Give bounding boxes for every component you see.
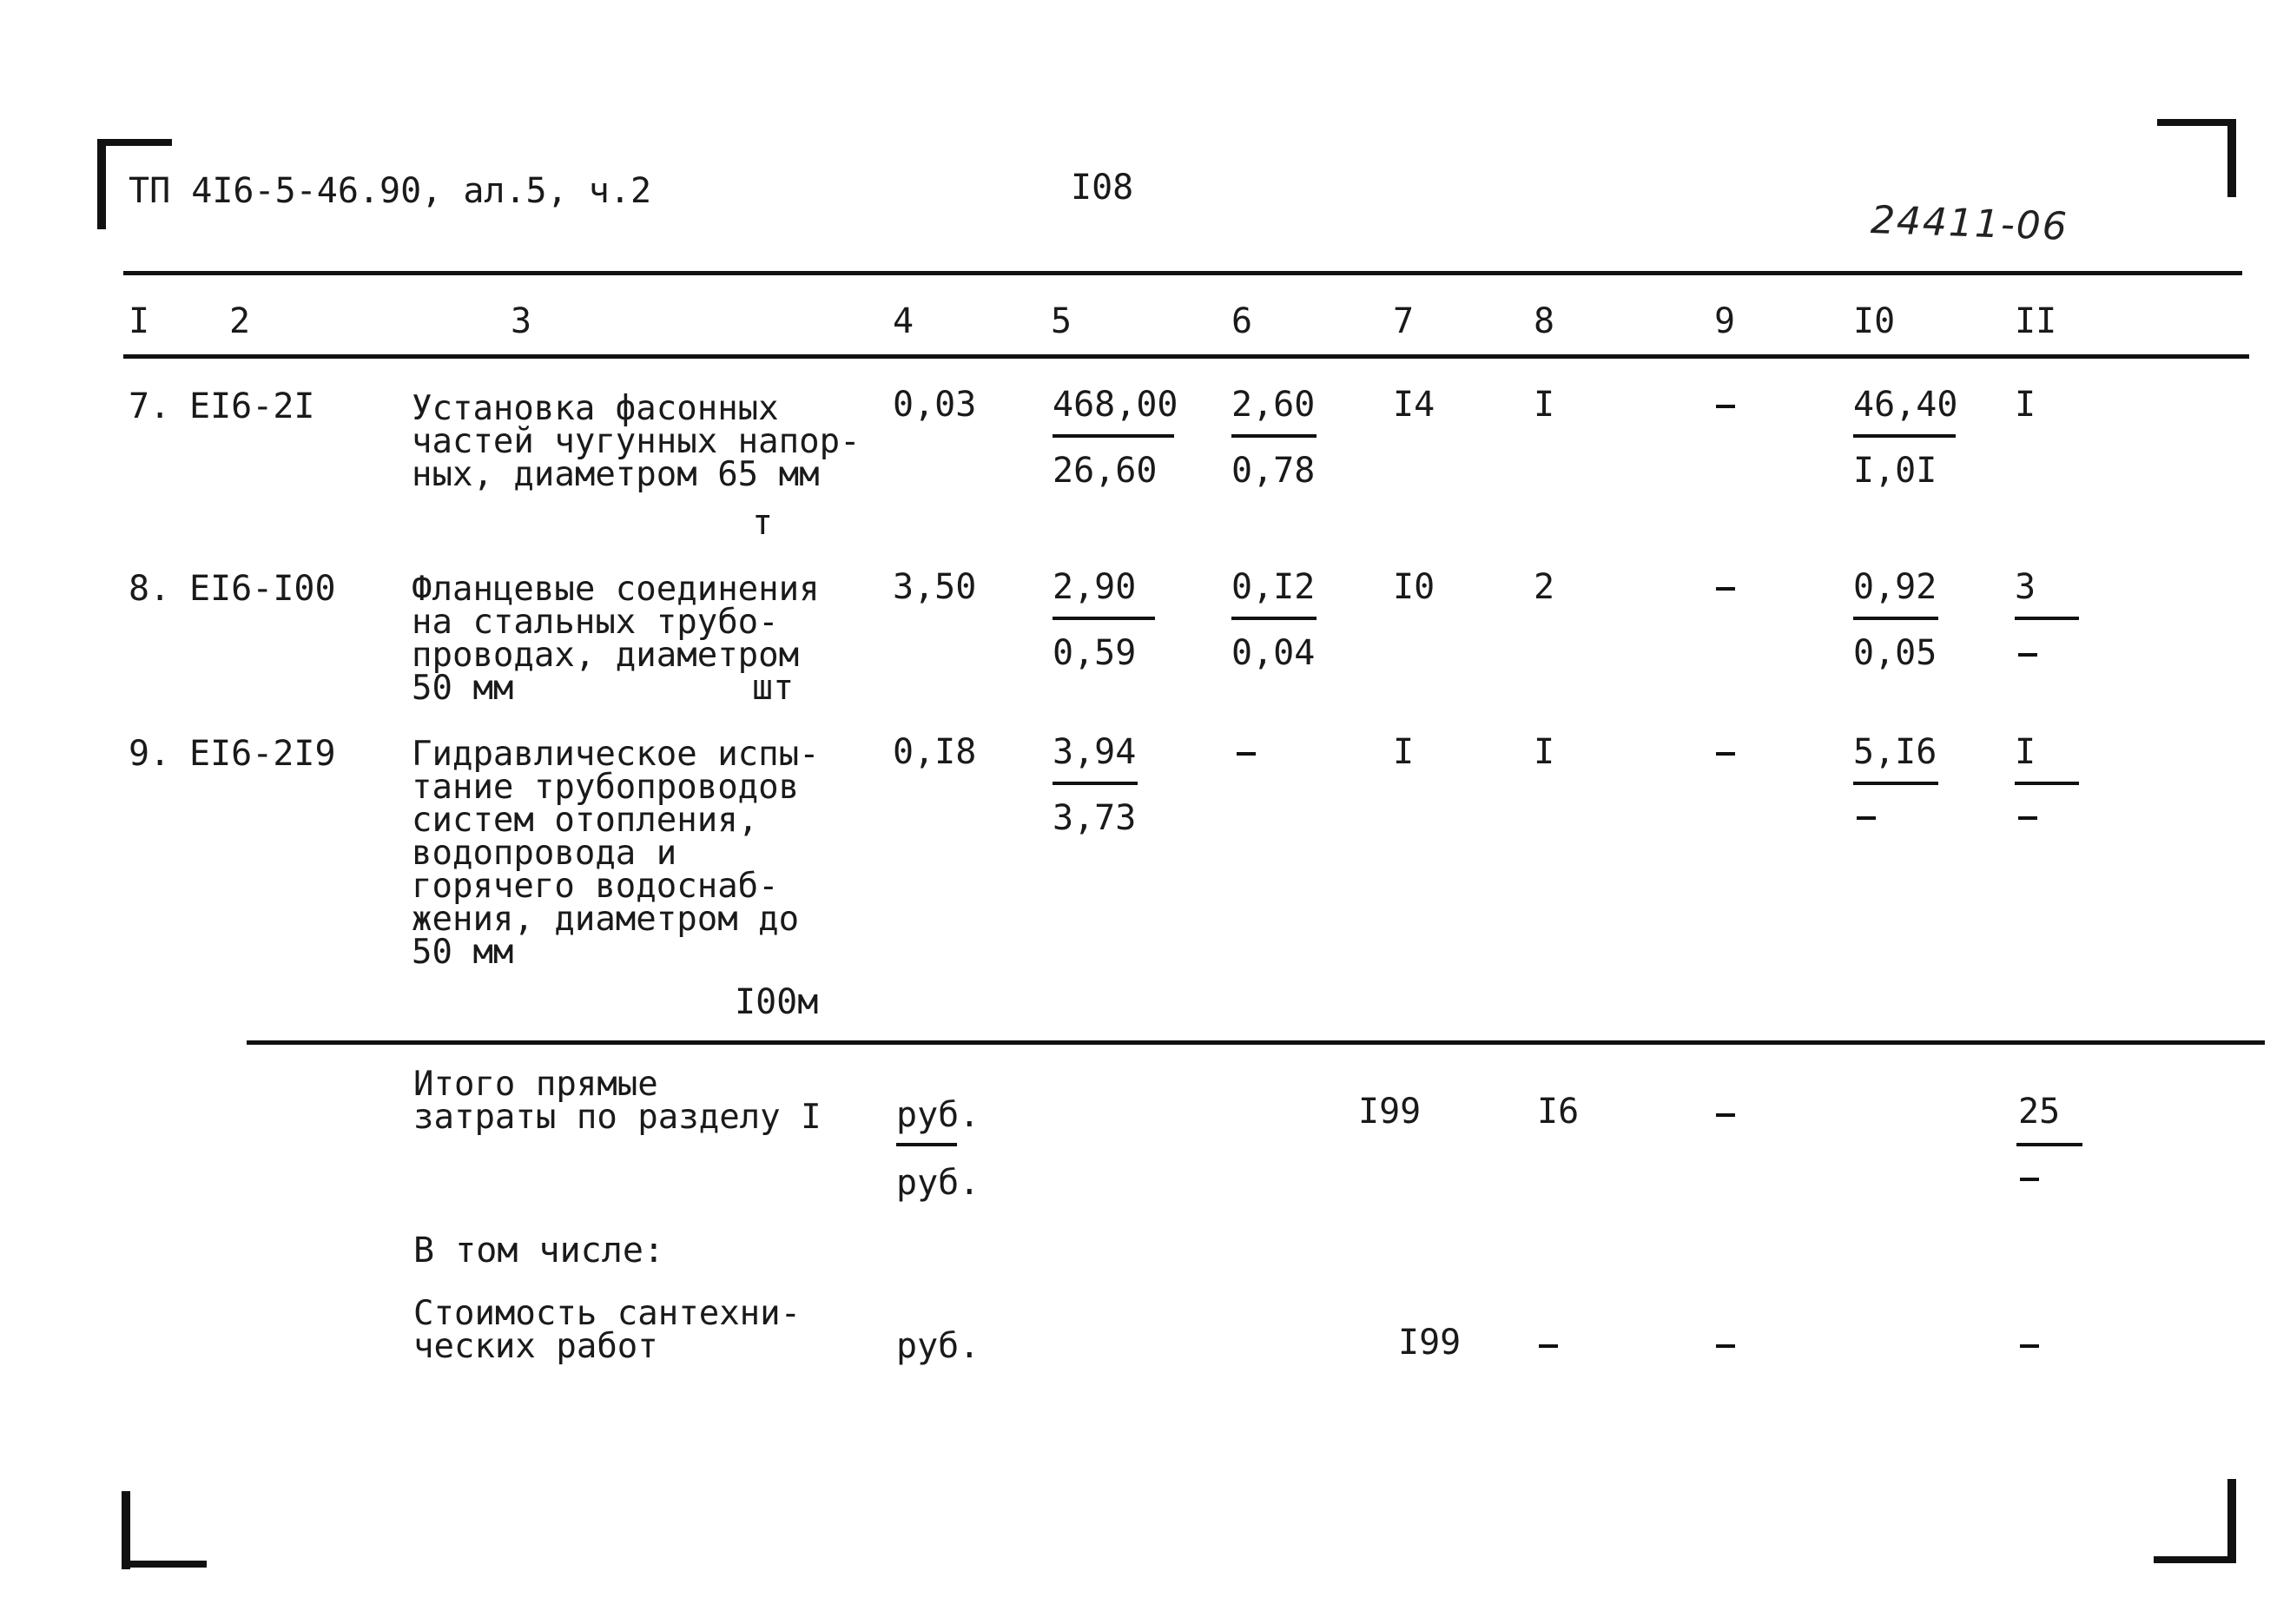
row-col8: I <box>1534 732 1555 772</box>
row-col6-dash <box>1237 752 1256 756</box>
sub-col8-dash <box>1539 1344 1558 1348</box>
corner-mark-top-left <box>97 139 106 229</box>
row-col7: I4 <box>1393 385 1435 425</box>
row-description: Установка фасонных частей чугунных напор- ных, диаметром 65 мм <box>412 389 861 494</box>
sub-col7: I99 <box>1398 1323 1462 1363</box>
column-header-rule <box>123 354 2249 359</box>
totals-col9-dash <box>1716 1113 1735 1117</box>
column-header-4: 4 <box>893 301 914 341</box>
column-header-9: 9 <box>1714 301 1736 341</box>
totals-col11-top: 25 <box>2018 1092 2061 1132</box>
fraction-line <box>1053 782 1138 785</box>
row-col5-top: 2,90 <box>1053 567 1137 607</box>
row-col4: 3,50 <box>893 567 977 607</box>
row-unit: шт <box>752 668 795 708</box>
totals-unit-bottom: руб. <box>896 1163 980 1203</box>
totals-rule <box>247 1040 2265 1045</box>
row-col11-top: 3 <box>2015 567 2036 607</box>
handwritten-number: 24411-06 <box>1870 198 2069 249</box>
fraction-line <box>1853 434 1956 438</box>
column-header-3: 3 <box>511 301 532 341</box>
row-col6-bottom: 0,78 <box>1231 451 1316 491</box>
fraction-line <box>2015 617 2079 620</box>
row-code: EI6-2I <box>189 386 315 426</box>
corner-mark-top-left-bar <box>97 139 172 146</box>
row-col10-bottom-dash <box>1857 816 1876 820</box>
sub-label: Стоимость сантехни- ческих работ <box>413 1294 802 1366</box>
row-col7: I0 <box>1393 567 1435 607</box>
row-col10-top: 5,I6 <box>1853 732 1937 772</box>
row-col11-top: I <box>2015 732 2036 772</box>
corner-mark-top-right <box>2227 119 2236 197</box>
column-header-1: I <box>129 301 150 341</box>
row-number: 8. <box>129 569 171 609</box>
fraction-line <box>2016 1143 2082 1146</box>
row-col5-bottom: 0,59 <box>1053 633 1137 673</box>
column-header-5: 5 <box>1051 301 1072 341</box>
totals-col11-bottom-dash <box>2020 1178 2039 1181</box>
fraction-line <box>1053 617 1155 620</box>
sub-col9-dash <box>1716 1344 1735 1348</box>
row-col6-top: 0,I2 <box>1231 567 1316 607</box>
row-description: Фланцевые соединения на стальных трубо- проводах, диаметром 50 мм <box>412 570 820 708</box>
column-header-2: 2 <box>229 301 251 341</box>
row-unit: т <box>752 503 774 543</box>
fraction-line <box>1231 617 1317 620</box>
column-header-8: 8 <box>1534 301 1555 341</box>
fraction-line <box>896 1143 957 1146</box>
fraction-line <box>1231 434 1317 438</box>
row-number: 9. <box>129 734 171 774</box>
row-col7: I <box>1393 732 1415 772</box>
corner-mark-top-right-bar <box>2157 119 2236 126</box>
row-col5-top: 468,00 <box>1053 385 1178 425</box>
row-col6-bottom: 0,04 <box>1231 633 1316 673</box>
fraction-line <box>1853 782 1938 785</box>
column-header-11: II <box>2015 301 2057 341</box>
row-col9-dash <box>1716 405 1735 408</box>
row-col8: I <box>1534 385 1555 425</box>
totals-col7: I99 <box>1358 1092 1422 1132</box>
column-header-10: I0 <box>1853 301 1896 341</box>
row-unit: I00м <box>735 982 819 1022</box>
page-number: I08 <box>1071 168 1134 208</box>
top-rule <box>123 271 2242 275</box>
fraction-line <box>1853 617 1938 620</box>
corner-mark-bottom-left <box>122 1491 130 1569</box>
totals-col8: I6 <box>1537 1092 1580 1132</box>
row-col9-dash <box>1716 752 1735 756</box>
corner-mark-bottom-right-bar <box>2154 1556 2236 1563</box>
row-col11-bottom-dash <box>2018 653 2037 657</box>
fraction-line <box>1053 434 1174 438</box>
row-description: Гидравлическое испы- тание трубопроводов систем отопления, водопровода и горячего водоснаб- жения, диаметром до 50 мм <box>412 735 820 972</box>
row-col4: 0,03 <box>893 385 977 425</box>
totals-label: Итого прямые затраты по разделу I <box>413 1065 822 1137</box>
row-col5-top: 3,94 <box>1053 732 1137 772</box>
row-col11-bottom-dash <box>2018 816 2037 820</box>
including-label: В том числе: <box>413 1231 664 1271</box>
row-col5-bottom: 3,73 <box>1053 798 1137 838</box>
corner-mark-bottom-right <box>2227 1479 2236 1562</box>
document-code: ТП 4I6-5-46.90, ал.5, ч.2 <box>129 171 652 211</box>
fraction-line <box>2015 782 2079 785</box>
row-number: 7. <box>129 386 171 426</box>
row-col11-top: I <box>2015 385 2036 425</box>
row-col8: 2 <box>1534 567 1555 607</box>
row-code: EI6-I00 <box>189 569 336 609</box>
row-col10-bottom: 0,05 <box>1853 633 1937 673</box>
row-code: EI6-2I9 <box>189 734 336 774</box>
column-header-7: 7 <box>1393 301 1415 341</box>
row-col5-bottom: 26,60 <box>1053 451 1158 491</box>
sub-unit: руб. <box>896 1326 980 1366</box>
column-header-6: 6 <box>1231 301 1253 341</box>
row-col9-dash <box>1716 587 1735 591</box>
row-col4: 0,I8 <box>893 732 977 772</box>
row-col10-top: 46,40 <box>1853 385 1958 425</box>
sub-col11-dash <box>2020 1344 2039 1348</box>
row-col6-top: 2,60 <box>1231 385 1316 425</box>
totals-unit-top: руб. <box>896 1095 980 1135</box>
row-col10-top: 0,92 <box>1853 567 1937 607</box>
row-col10-bottom: I,0I <box>1853 451 1937 491</box>
corner-mark-bottom-left-bar <box>122 1561 207 1568</box>
